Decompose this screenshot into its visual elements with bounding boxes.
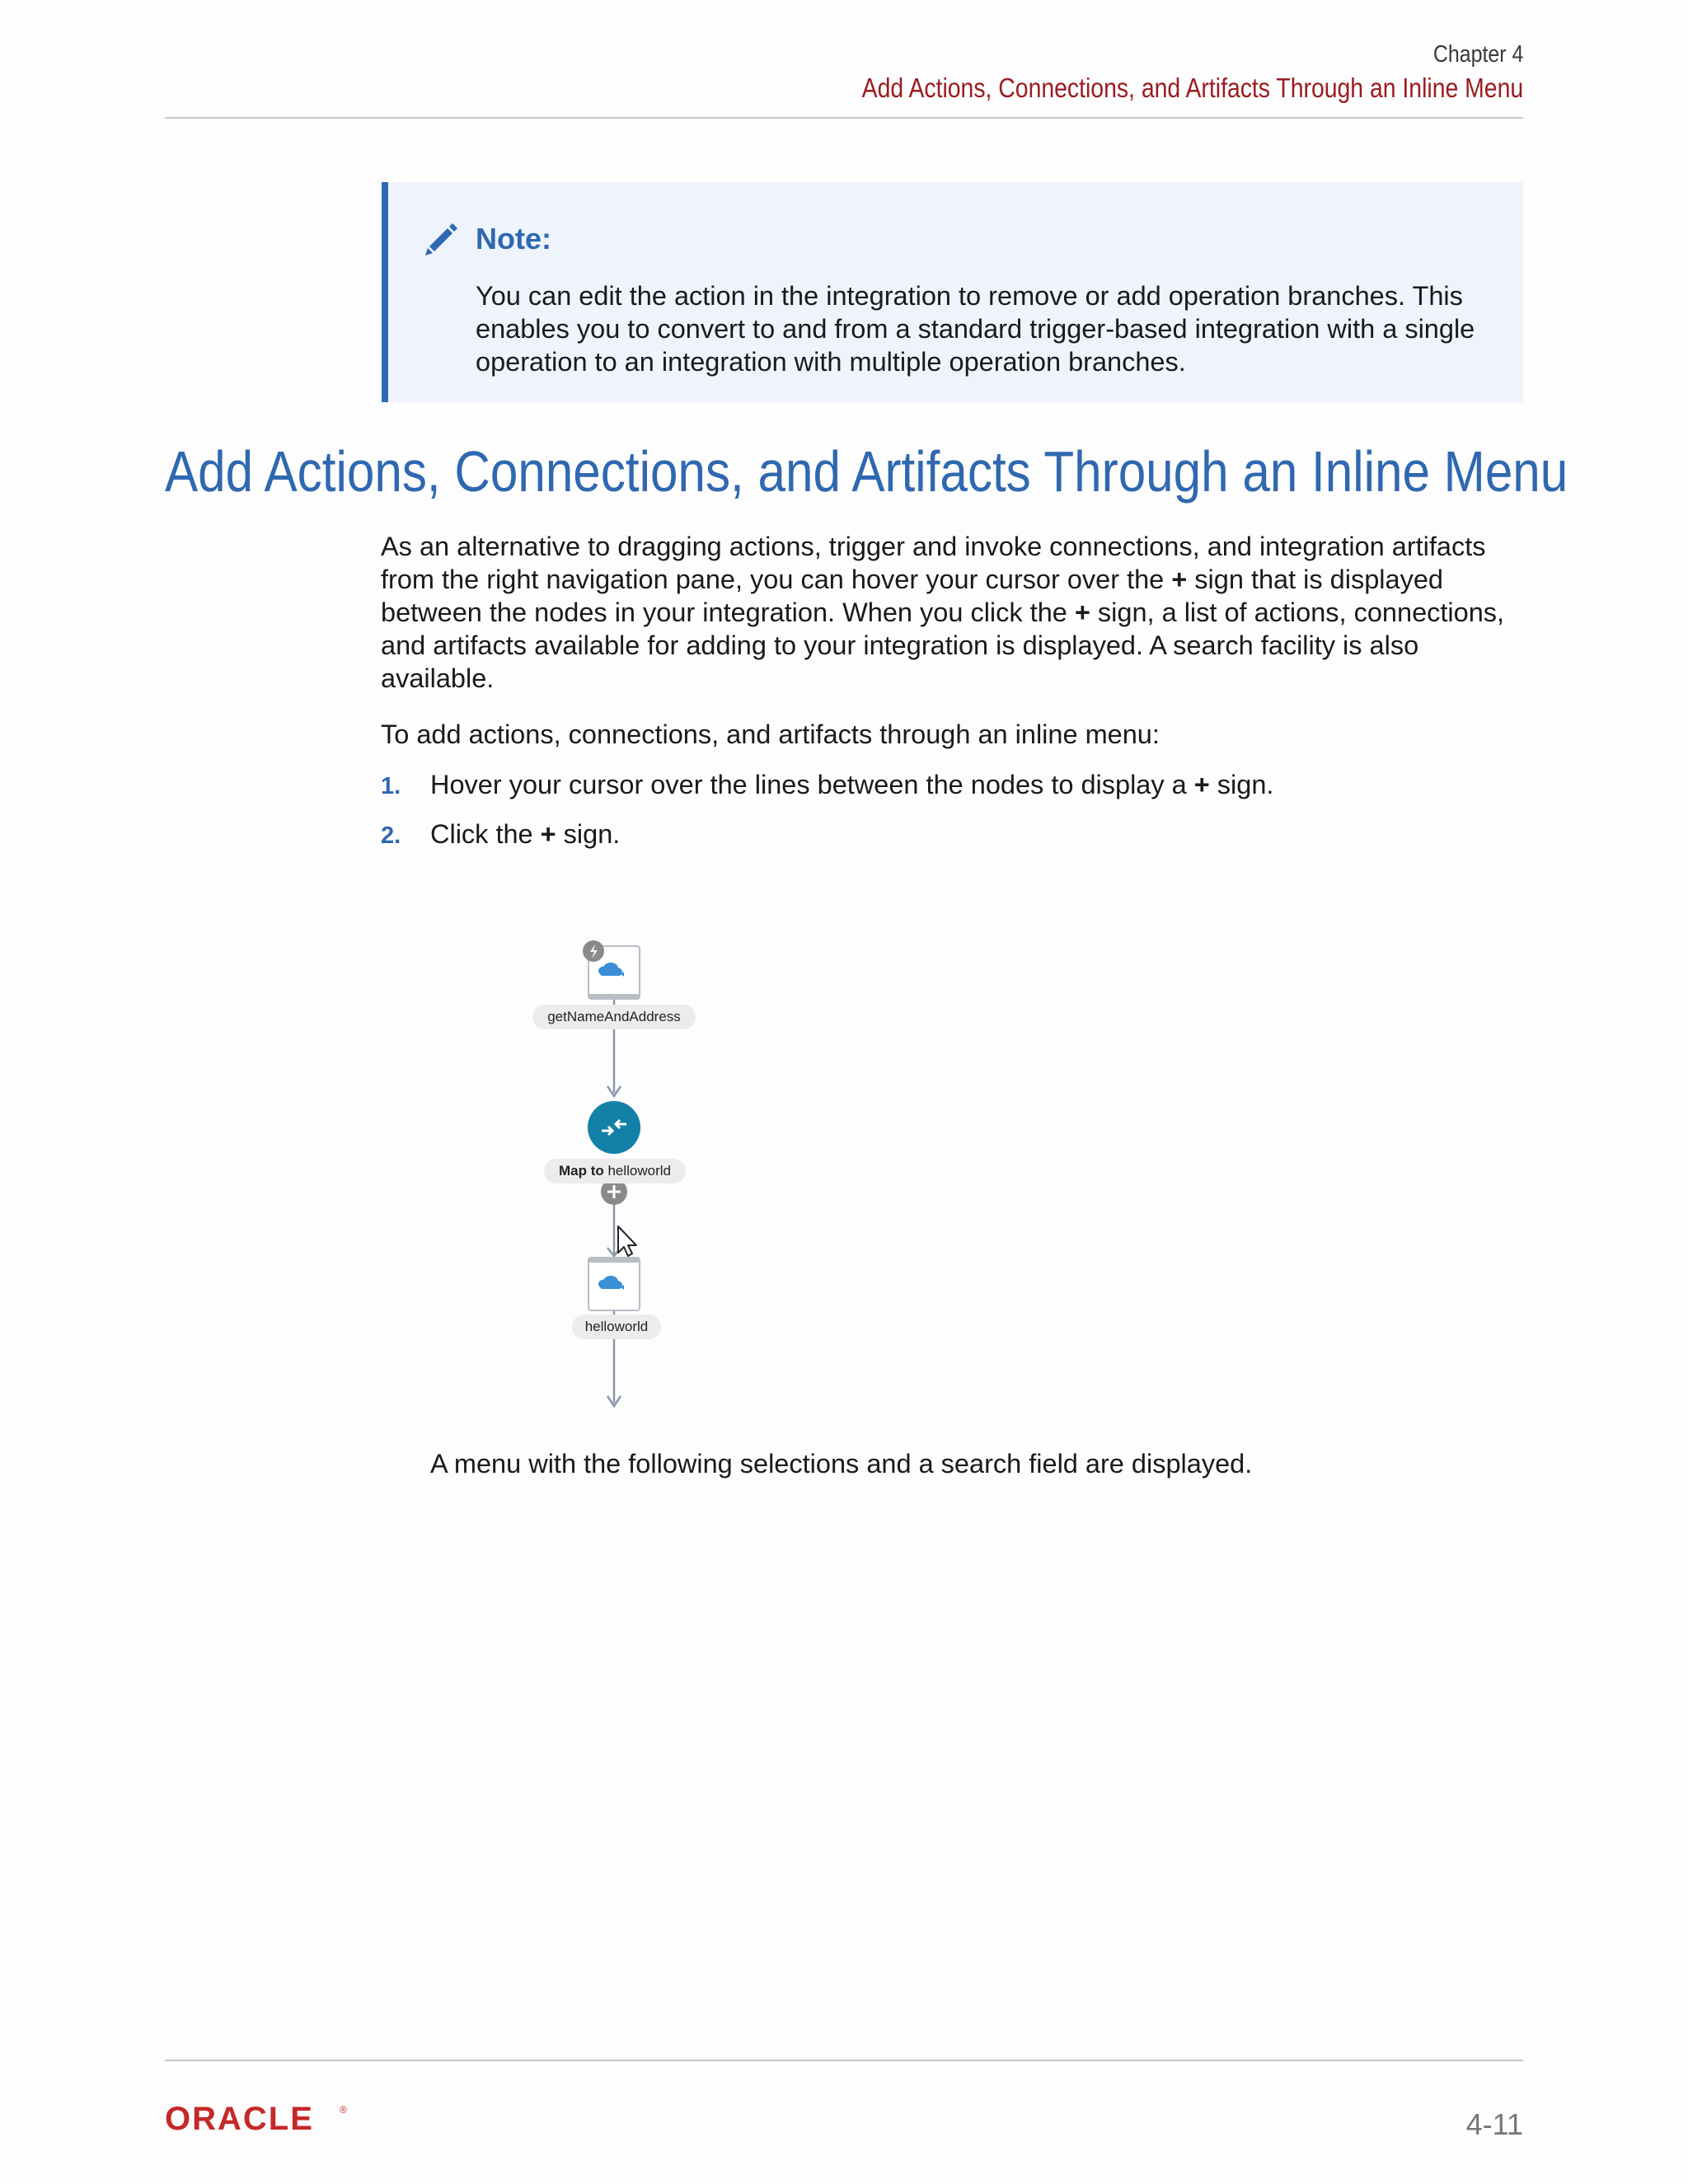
mouse-pointer-icon [618, 1226, 636, 1256]
step-text-end: sign. [1209, 770, 1274, 799]
running-header-section: Add Actions, Connections, and Artifacts Through an Inline Menu [861, 73, 1523, 103]
note-callout [382, 182, 1523, 402]
section-title: Add Actions, Connections, and Artifacts Through an Inline Menu [165, 439, 1568, 504]
step-text: Hover your cursor over the lines between the nodes to display a [430, 770, 1194, 799]
node-label [544, 1159, 686, 1183]
note-text: You can edit the action in the integration to remove or add operation branches. This enables you to convert to and from a standard trigger-based integration with a single operation to an integration with multiple operation branches. [476, 281, 1475, 377]
running-header-chapter: Chapter 4 [1432, 41, 1523, 68]
procedure-lead: To add actions, connections, and artifacts through an inline menu: [381, 719, 1160, 749]
step-number: 2. [381, 823, 401, 849]
intro-plus-1: + [1171, 565, 1188, 594]
node-label-bold: Map to [558, 1163, 604, 1179]
intro-paragraph [381, 530, 1526, 695]
adapter-node-top [588, 1258, 640, 1263]
step-item [381, 768, 1273, 803]
step-plus: + [540, 819, 556, 849]
node-label: helloworld [572, 1315, 661, 1339]
step-result-text: A menu with the following selections and a search field are displayed. [430, 1449, 1253, 1479]
step-item [381, 818, 620, 852]
oracle-logo [165, 2102, 350, 2135]
step-text-end: sign. [556, 819, 621, 849]
integration-flow-diagram [511, 923, 725, 1418]
note-title: Note: [476, 222, 551, 255]
adapter-node-base [588, 994, 640, 999]
intro-text-2: sign that is displayed between the nodes in your integration. When you click the [381, 565, 1443, 627]
map-node[interactable] [588, 1101, 640, 1154]
page-number: 4-11 [1465, 2107, 1523, 2141]
pencil-icon [423, 220, 461, 258]
intro-text-3: sign, a list of actions, connections, and artifacts available for adding to your integration is displayed. A search facility is also available. [381, 598, 1505, 693]
logo-registered-mark: ® [340, 2104, 347, 2116]
node-label: getNameAndAddress [532, 1005, 696, 1029]
node-label-rest: helloworld [603, 1163, 672, 1179]
intro-plus-2: + [1074, 598, 1090, 627]
header-divider [165, 117, 1523, 119]
footer-divider [165, 2060, 1523, 2061]
step-plus: + [1193, 770, 1210, 799]
step-text: Click the [430, 819, 541, 849]
intro-text-1: As an alternative to dragging actions, trigger and invoke connections, and integration artifacts from the right navigation pane, you can hover your cursor over the [381, 532, 1486, 594]
logo-wordmark: ORACLE [165, 2102, 314, 2135]
step-number: 1. [381, 773, 401, 799]
